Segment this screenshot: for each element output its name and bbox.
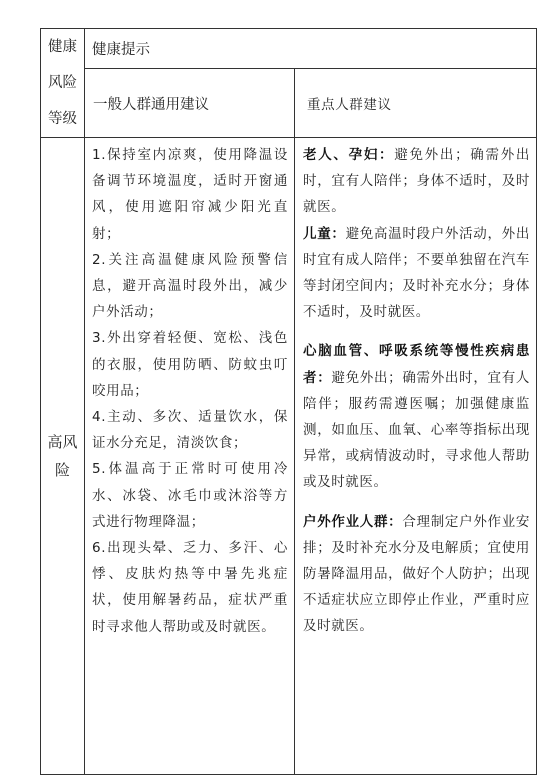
health-tips-header: 健康提示 [85,29,537,69]
risk-level-cell [41,138,85,775]
health-risk-table [40,28,537,775]
key-group-advice [303,509,530,640]
general-advice-item: 4.主动、多次、适量饮水，保证水分充足，清淡饮食； [92,409,288,452]
risk-level-header-line: 风险 [48,75,77,91]
key-group-text: 避免高温时段户外活动，外出时宜有成人陪伴；不要单独留在汽车等封闭空间内；及时补充水分；身体不适时，及时就医。 [303,225,530,321]
key-group-advice [303,142,530,221]
general-advice-header: 一般人群通用建议 [85,69,295,138]
general-advice-item: 6.出现头晕、乏力、多汗、心悸、皮肤灼热等中暑先兆症状，使用解暑药品，症状严重时寻求他人帮助或及时就医。 [92,540,288,635]
key-group-label: 儿童： [303,225,346,242]
key-group-advice [303,221,530,326]
risk-level-header-line: 健康 [48,39,77,55]
general-advice-item: 3.外出穿着轻便、宽松、浅色的衣服，使用防晒、防蚊虫叮咬用品； [92,330,288,399]
general-advice-item: 1.保持室内凉爽，使用降温设备调节环境温度，适时开窗通风，使用遮阳帘减少阳光直射； [92,147,288,242]
general-advice-item: 5.体温高于正常时可使用冷水、冰袋、冰毛巾或沐浴等方式进行物理降温； [92,461,288,530]
key-group-advice-cell [295,138,537,775]
general-advice-item: 2.关注高温健康风险预警信息，避开高温时段外出，减少户外活动； [92,251,288,321]
key-group-text: 避免外出；确需外出时，宜有人陪伴；服药需遵医嘱；加强健康监测，如血压、血氧、心率等指标出现异常，或病情波动时，寻求他人帮助或及时就医。 [303,369,530,491]
key-group-label: 心脑血管、呼吸系统等慢性疾病患者： [303,343,530,386]
key-group-text: 合理制定户外作业安排；及时补充水分及电解质；宜使用防暑降温用品，做好个人防护；出现不适症状应立即停止作业，严重时应及时就医。 [303,513,531,635]
risk-level-line: 险 [54,461,70,479]
key-group-advice-header: 重点人群建议 [295,69,537,138]
key-group-advice [303,338,530,495]
risk-level-line: 高风 [47,433,78,451]
risk-level-header [41,29,85,138]
key-group-label: 户外作业人群： [303,513,403,530]
key-group-label: 老人、孕妇： [303,147,395,163]
general-advice-cell [85,138,295,775]
risk-level-header-line: 等级 [48,111,77,127]
key-group-text: 避免外出；确需外出时，宜有人陪伴；身体不适时，及时就医。 [303,147,530,216]
